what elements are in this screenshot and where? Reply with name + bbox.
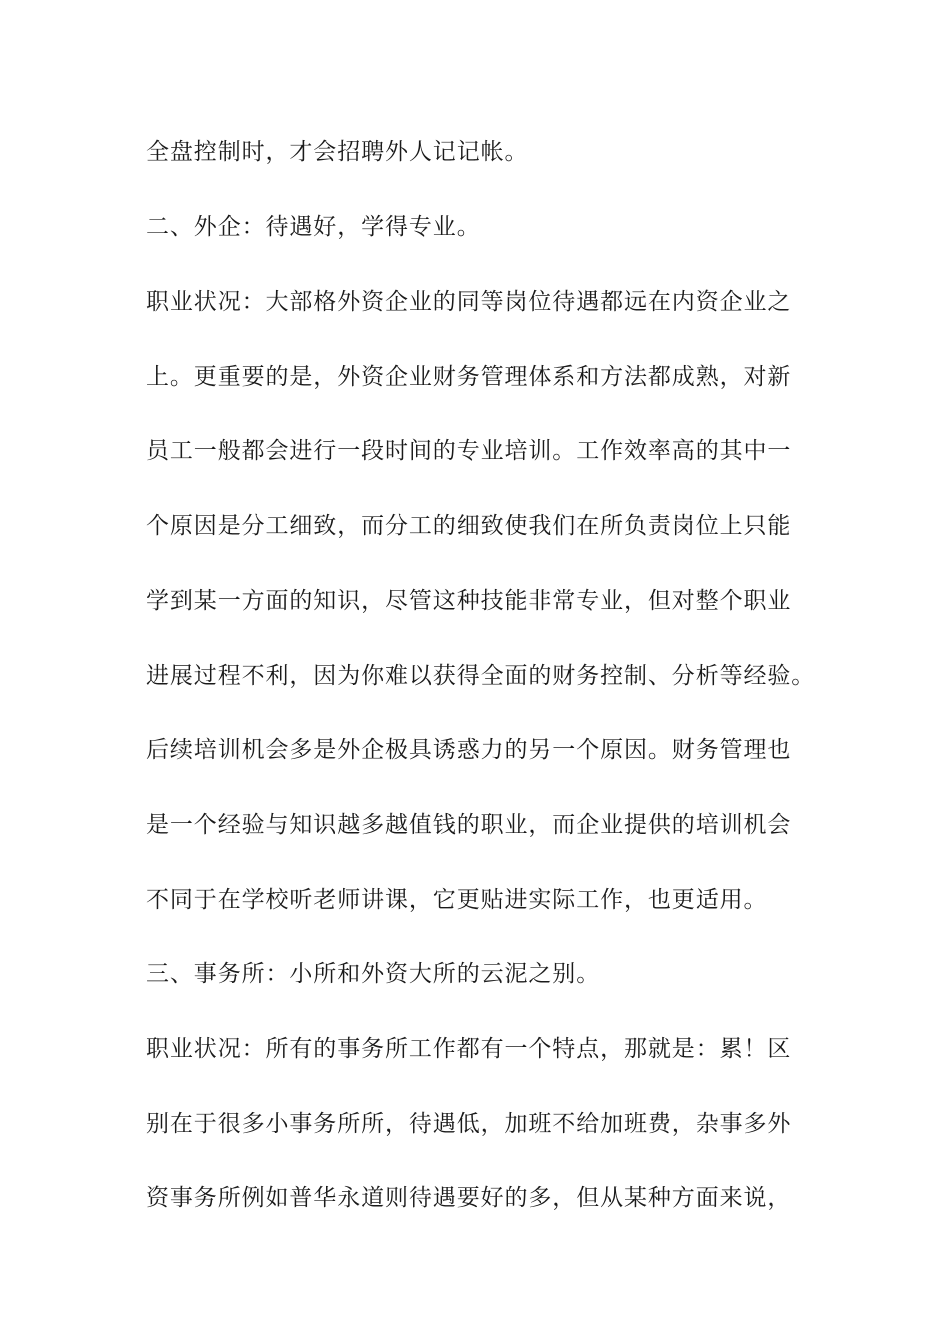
text-line-5: 员工一般都会进行一段时间的专业培训。工作效率高的其中一 xyxy=(146,438,792,464)
text-line-15: 资事务所例如普华永道则待遇要好的多，但从某种方面来说， xyxy=(146,1185,792,1211)
text-line-10: 是一个经验与知识越多越值钱的职业，而企业提供的培训机会 xyxy=(146,812,792,838)
text-line-4: 上。更重要的是，外资企业财务管理体系和方法都成熟，对新 xyxy=(146,364,792,390)
section-heading-accounting-firm: 三、事务所：小所和外资大所的云泥之别。 xyxy=(146,961,601,987)
text-line-3: 职业状况：大部格外资企业的同等岗位待遇都远在内资企业之 xyxy=(146,289,792,315)
text-line-8: 进展过程不利，因为你难以获得全面的财务控制、分析等经验。 xyxy=(146,663,816,689)
text-line-9: 后续培训机会多是外企极具诱惑力的另一个原因。财务管理也 xyxy=(146,737,792,763)
text-line-13: 职业状况：所有的事务所工作都有一个特点，那就是：累！区 xyxy=(146,1036,792,1062)
text-line-6: 个原因是分工细致，而分工的细致使我们在所负责岗位上只能 xyxy=(146,513,792,539)
section-heading-foreign-enterprise: 二、外企：待遇好，学得专业。 xyxy=(146,214,481,240)
text-line-11: 不同于在学校听老师讲课，它更贴进实际工作，也更适用。 xyxy=(146,887,768,913)
text-line-1: 全盘控制时，才会招聘外人记记帐。 xyxy=(146,139,529,165)
text-line-14: 别在于很多小事务所所，待遇低，加班不给加班费，杂事多外 xyxy=(146,1111,792,1137)
text-line-7: 学到某一方面的知识，尽管这种技能非常专业，但对整个职业 xyxy=(146,588,792,614)
